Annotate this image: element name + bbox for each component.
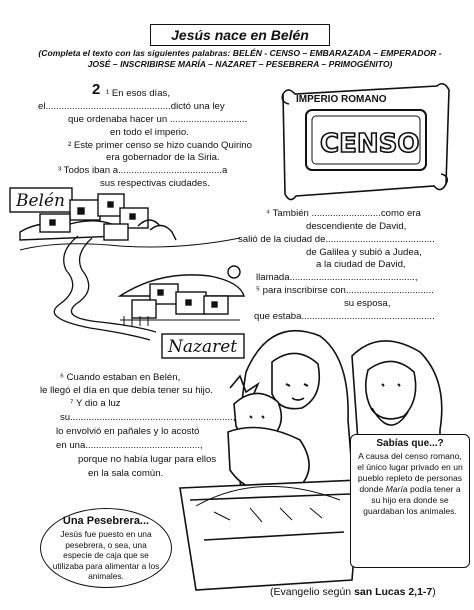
note-title: Sabías que...? [376, 438, 444, 449]
instructions: (Completa el texto con las siguientes palabras: BELÉN - CENSO – EMBARAZADA – EMPERADOR - JOSÉ – INSCRIBIRSE MARÍA – NAZARET – PESEBRERA – PRIMOGÉNITO) [38, 48, 442, 69]
text-line: de Galilea y subió a Judea, [306, 247, 422, 258]
censo-label: CENSO [320, 129, 420, 159]
imperio-label: IMPERIO ROMANO [296, 94, 387, 105]
text-line: su esposa, [344, 298, 391, 309]
text-line: ³ Todos iban a.......................................a [58, 165, 228, 176]
road-illustration [20, 236, 240, 340]
text-line: en todo el imperio. [110, 127, 189, 138]
text-line: en una..........................................., [56, 440, 203, 451]
text-line: que ordenaba hacer un ............................. [68, 114, 248, 125]
did-you-know-box [350, 434, 470, 568]
text-line: ⁷ Y dio a luz [70, 398, 121, 409]
text-line: que estaba.................................................. [254, 311, 435, 322]
text-line: era gobernador de la Siria. [106, 152, 220, 163]
pesebrera-title: Una Pesebrera... [62, 515, 150, 527]
chapter-number: 2 [92, 81, 101, 98]
text-line: ¹ En esos días, [106, 88, 170, 99]
text-line: en la sala común. [88, 468, 164, 479]
text-line: su............................................................., [60, 412, 236, 423]
text-line: descendiente de David, [306, 221, 407, 232]
text-line: ⁵ para inscribirse con................................. [256, 285, 434, 296]
text-line: ⁶ Cuando estaban en Belén, [60, 372, 181, 383]
pesebrera-body: Jesús fue puesto en una pesebrera, o sea, una especie de caja que se utilizaba para alimentar a los animales. [52, 529, 160, 581]
text-line: lo envolvió en pañales y lo acostó [56, 426, 200, 437]
text-line: sus respectivas ciudades. [100, 178, 210, 189]
text-line: ⁴ También ..........................como era [266, 208, 421, 219]
text-line: a la ciudad de David, [316, 259, 406, 270]
text-line: porque no había lugar para ellos [78, 454, 217, 465]
text-line: llamada..............................................., [256, 272, 418, 283]
belen-label: Belén [16, 191, 65, 211]
text-line: ² Este primer censo se hizo cuando Quirino [68, 140, 252, 151]
page-title: Jesús nace en Belén [150, 24, 330, 46]
text-line: le llegó el día en que debía tener su hijo. [40, 385, 213, 396]
nazaret-town-illustration [120, 266, 244, 326]
pesebrera-box [40, 508, 172, 588]
text-line: salió de la ciudad de......................................... [238, 234, 435, 245]
text-line: el...............................................dictó una ley [38, 101, 225, 112]
gospel-reference: (Evangelio según san Lucas 2,1-7) [270, 586, 436, 598]
nazaret-label: Nazaret [168, 337, 238, 357]
note-body: A causa del censo romano, el único lugar privado en un pueblo repleto de personas donde María podía tener a su hijo era donde se guardaban los animales. [357, 451, 463, 516]
